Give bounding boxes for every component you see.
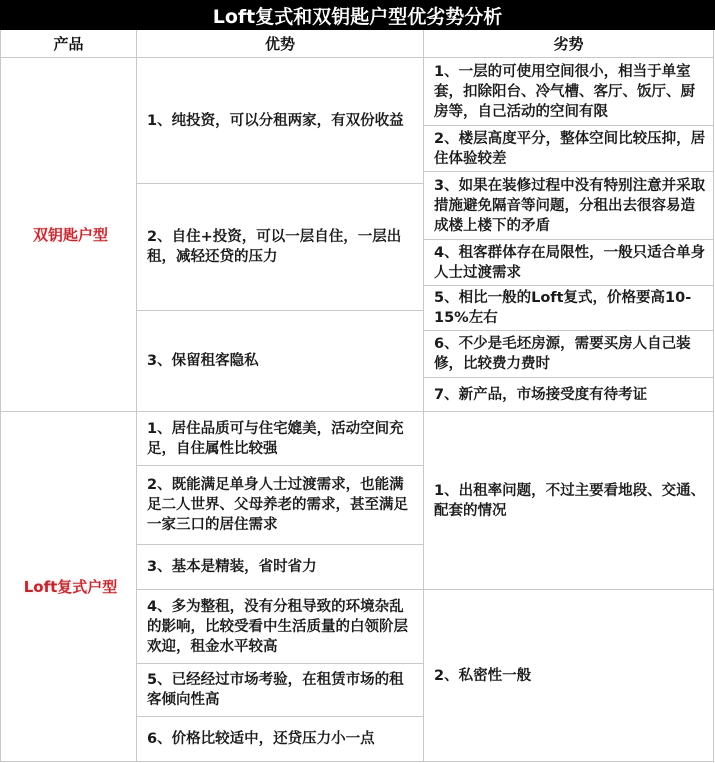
advantage-text: 2、自住+投资，可以一层自住，一层出租，减轻还贷的压力 [147, 229, 402, 265]
product-label: 双钥匙户型 [32, 225, 108, 244]
header-advantages: 优势 [137, 30, 424, 58]
disadvantage-cell [424, 240, 714, 286]
advantage-cell [137, 545, 424, 590]
disadvantage-text: 2、楼层高度平分，整体空间比较压抑，居住体验较差 [434, 130, 706, 167]
disadvantage-text: 6、不少是毛坯房源，需要买房人自己装修，比较费力费时 [434, 336, 691, 372]
disadvantage-cell [424, 126, 714, 172]
advantage-cell [137, 311, 424, 412]
disadvantage-cell [424, 412, 714, 590]
advantage-cell [137, 58, 424, 184]
disadvantage-cell [424, 331, 714, 378]
advantage-text: 3、基本是精装，省时省力 [147, 559, 317, 575]
advantage-text: 2、既能满足单身人士过渡需求，也能满足二人世界、父母养老的需求，甚至满足一家三口的居住需求 [147, 477, 408, 533]
advantage-text: 4、多为整租，没有分租导致的环境杂乱的影响，比较受看中生活质量的白领阶层欢迎，租金水平较高 [147, 598, 408, 655]
disadvantage-text: 1、一层的可使用空间很小，相当于单室套，扣除阳台、冷气槽、客厅、饭厅、厨房等，自己活动的空间有限 [434, 63, 695, 120]
disadvantage-cell [424, 378, 714, 412]
advantage-cell [137, 717, 424, 762]
advantage-cell [137, 664, 424, 717]
product-loft [0, 412, 137, 762]
advantage-cell [137, 184, 424, 311]
table-title: Loft复式和双钥匙户型优劣势分析 [0, 0, 715, 30]
disadvantage-text: 5、相比一般的Loft复式，价格要高10-15%左右 [434, 290, 692, 326]
advantage-text: 1、纯投资，可以分租两家，有双份收益 [147, 112, 404, 129]
advantage-text: 3、保留租客隐私 [147, 353, 259, 369]
advantage-cell [137, 412, 424, 466]
disadvantage-cell [424, 590, 714, 762]
advantage-text: 6、价格比较适中，还贷压力小一点 [147, 731, 375, 747]
header-disadvantages: 劣势 [424, 30, 714, 58]
header-product: 产品 [0, 30, 137, 58]
advantage-text: 1、居住品质可与住宅媲美，活动空间充足，自住属性比较强 [147, 420, 404, 457]
disadvantage-text: 3、如果在装修过程中没有特别注意并采取措施避免隔音等问题，分租出去很容易造成楼上楼下的矛盾 [434, 177, 706, 234]
disadvantage-text: 1、出租率问题，不过主要看地段、交通、配套的情况 [434, 482, 706, 519]
disadvantage-text: 2、私密性一般 [434, 667, 532, 684]
disadvantage-cell [424, 58, 714, 126]
product-label: Loft复式户型 [23, 577, 118, 596]
disadvantage-text: 7、新产品，市场接受度有待考证 [434, 386, 648, 403]
disadvantage-cell [424, 172, 714, 240]
advantage-text: 5、已经经过市场考验，在租赁市场的租客倾向性高 [147, 672, 404, 708]
disadvantage-text: 4、租客群体存在局限性，一般只适合单身人士过渡需求 [434, 244, 706, 281]
product-dual-key [0, 58, 137, 412]
advantage-cell [137, 466, 424, 545]
disadvantage-cell [424, 286, 714, 331]
advantage-cell [137, 590, 424, 664]
